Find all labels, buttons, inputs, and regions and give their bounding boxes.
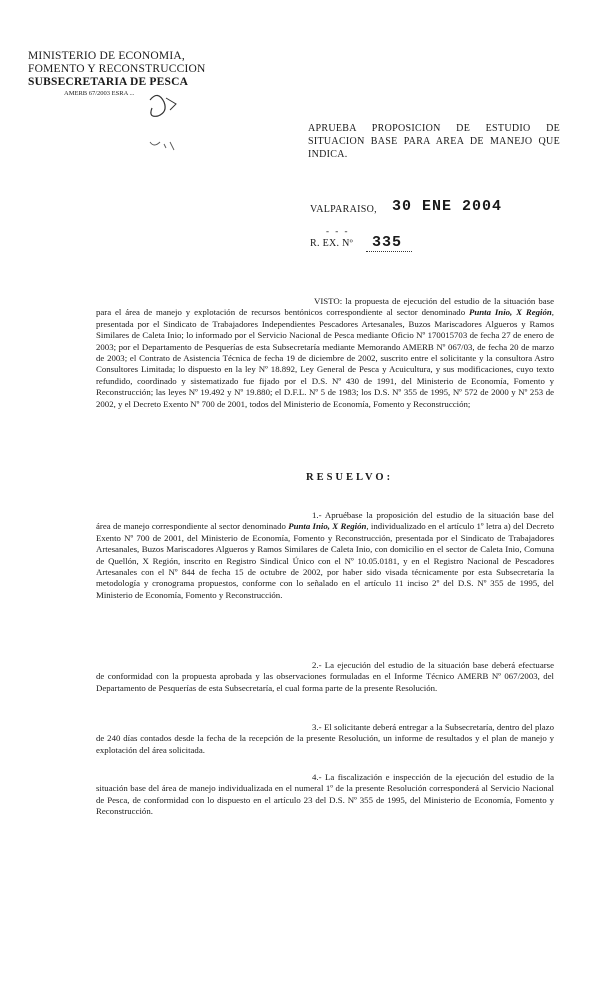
letterhead-subsecretaria: SUBSECRETARIA DE PESCA: [28, 76, 189, 88]
article-1: [96, 510, 554, 601]
letterhead-ministry: MINISTERIO DE ECONOMIA,: [28, 50, 185, 62]
article-4: 4.- La fiscalización e inspección de la ejecución del estudio de la situación base del área de manejo individualizada en el numeral 1º de la presente Resolución corresponderá al Servicio Nacional de Pesca, de conformidad con lo dispuesto en el artículo 23 del D.S. Nº 355 de 1995, del Ministerio de Economía, Fomento y Reconstrucción.: [96, 772, 554, 817]
article-1-text-a: 1.- Apruébase la proposición del estudio de la situación base del área de manejo correspondiente al sector denominado: [96, 510, 554, 532]
letterhead-ministry-line2: FOMENTO Y RECONSTRUCCION: [28, 63, 206, 75]
resuelvo-heading: RESUELVO:: [306, 472, 394, 483]
article-3: 3.- El solicitante deberá entregar a la Subsecretaría, dentro del plazo de 240 días contados desde la fecha de la recepción de la presente Resolución, un informe de resultados y el plan de manejo y explotación del área solicitada.: [96, 722, 554, 755]
article-1-text-b: , individualizado en el artículo 1º letra a) del Decreto Exento Nº 700 de 2001, del Ministerio de Economía, Fomento y Reconstrucción, presentada por el Sindicato de Trabajadores Artesanales, Buzos Mariscadores Algueros y Ramos Similares de Caleta Inio, con domicilio en el sector de Caleta Inio, Comuna de Quellón, X Región, inscrito en Registro Sindical Único con el Nº 10.05.0181, y en el Registro Nacional de Pescadores Artesanales con el Nº 844 de fecha 15 de octubre de 2002, por haber sido visada técnicamente por esta Subsecretaría la metodología y cronograma propuestos, conforme con lo señalado en el artículo 11 inciso 2º del D.S. Nº 355 de 1995, del Ministerio de Economía, Fomento y Reconstrucción.: [96, 521, 554, 600]
visto-paragraph: [96, 296, 554, 410]
visto-text-a: VISTO: la propuesta de ejecución del estudio de la situación base para el área de manejo y explotación de recursos bentónicos correspondiente al sector denominado: [96, 296, 554, 318]
document-subject: APRUEBA PROPOSICION DE ESTUDIO DE SITUACION BASE PARA AREA DE MANEJO QUE INDICA.: [308, 123, 560, 160]
place-label: VALPARAISO,: [310, 204, 377, 215]
date-stamp: 30 ENE 2004: [392, 198, 503, 215]
handwritten-mark: [120, 80, 210, 170]
visto-text-b: , presentada por el Sindicato de Trabajadores Independientes Pescadores Artesanales, Buzos Mariscadores Algueros y Ramos Similares de Caleta Inio; lo informado por el Servicio Nacional de Pesca mediante Oficio Nº 170015703 de fecha 27 de enero de 2003; por el Departamento de Pesquerías de esta Subsecretaría mediante Memorando AMERB Nº 067/03, de fecha 20 de marzo de 2003; el Contrato de Asistencia Técnica de fecha 19 de diciembre de 2002, suscrito entre el solicitante y la consultora Astro Consultores Limitada; lo dispuesto en la ley Nº 18.892, Ley General de Pesca y Acuicultura, y sus modificaciones, cuyo texto refundido, coordinado y sistematizado fue fijado por el D.S. Nº 430 de 1991, del Ministerio de Economía, Fomento y Reconstrucción; las leyes Nº 19.492 y Nº 19.880; el D.F.L. Nº 5 de 1983; los D.S. Nº 355 de 1995, Nº 572 de 2000 y Nº 253 de 2002, y el Decreto Exento Nº 700 de 2001, todos del Ministerio de Economía, Fomento y Reconstrucción;: [96, 307, 554, 409]
resolution-number-line: [366, 251, 412, 252]
resolution-number: 335: [372, 234, 403, 251]
visto-text-sector: Punta Inio, X Región: [468, 307, 552, 318]
resolution-label: R. EX. Nº: [310, 238, 354, 249]
article-2: 2.- La ejecución del estudio de la situación base deberá efectuarse de conformidad con la propuesta aprobada y las observaciones formuladas en el Informe Técnico AMERB Nº 067/2003, del Departamento de Pesquerías de esta Subsecretaría, el cual forma parte de la presente Resolución.: [96, 660, 554, 693]
divider-mark: - - -: [326, 226, 350, 236]
letterhead-reference: AMERB 67/2003 ESRA ...: [64, 90, 135, 97]
article-1-sector: Punta Inio, X Región: [288, 521, 367, 532]
